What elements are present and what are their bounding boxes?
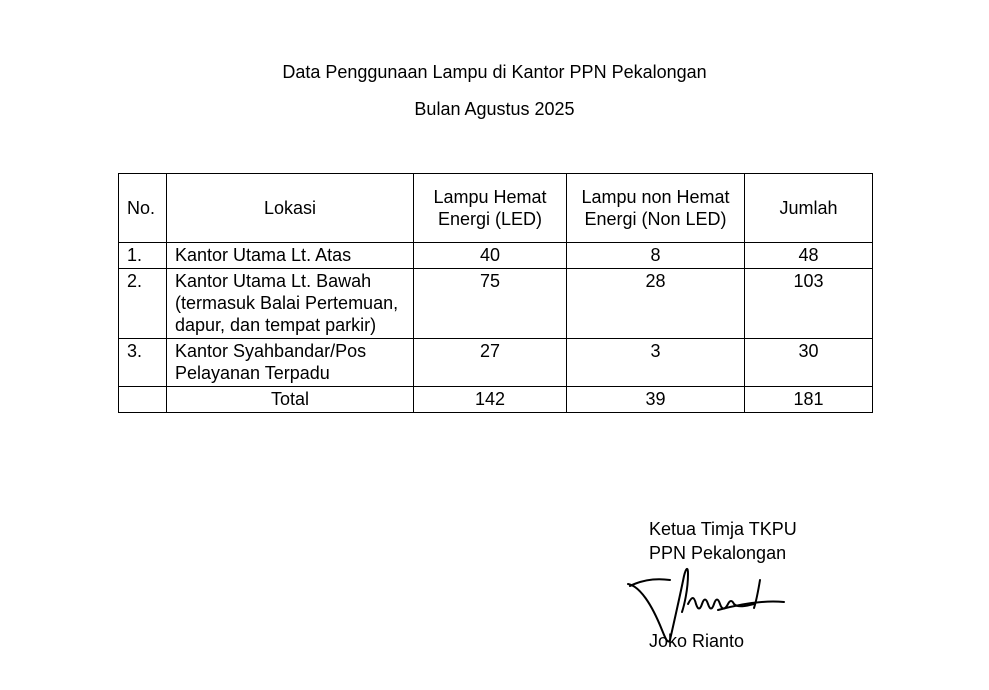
row-non-led: 28 xyxy=(567,269,745,339)
document-subtitle: Bulan Agustus 2025 xyxy=(414,99,575,119)
row-lokasi: Kantor Utama Lt. Atas xyxy=(167,243,414,269)
header-led: Lampu Hemat Energi (LED) xyxy=(414,174,567,243)
header-non-led: Lampu non Hemat Energi (Non LED) xyxy=(567,174,745,243)
table-row xyxy=(119,269,873,339)
header-jumlah: Jumlah xyxy=(745,174,873,243)
signer-position: Ketua Timja TKPU xyxy=(649,519,797,539)
row-no: 3. xyxy=(119,339,167,387)
row-lokasi: Kantor Syahbandar/Pos Pelayanan Terpadu xyxy=(167,339,414,387)
table-header-row xyxy=(119,174,873,243)
table-row xyxy=(119,243,873,269)
document-title: Data Penggunaan Lampu di Kantor PPN Pekalongan xyxy=(282,62,707,82)
row-jumlah: 103 xyxy=(745,269,873,339)
row-led: 27 xyxy=(414,339,567,387)
row-led: 40 xyxy=(414,243,567,269)
row-jumlah: 48 xyxy=(745,243,873,269)
signer-name: Joko Rianto xyxy=(649,631,745,651)
table-total-row xyxy=(119,387,873,413)
signature-block xyxy=(649,517,797,651)
row-non-led: 3 xyxy=(567,339,745,387)
total-label: Total xyxy=(167,387,414,413)
table-row xyxy=(119,339,873,387)
row-led: 75 xyxy=(414,269,567,339)
row-no: 2. xyxy=(119,269,167,339)
total-non-led: 39 xyxy=(567,387,745,413)
row-lokasi: Kantor Utama Lt. Bawah (termasuk Balai Pertemuan, dapur, dan tempat parkir) xyxy=(167,269,414,339)
row-non-led: 8 xyxy=(567,243,745,269)
row-no: 1. xyxy=(119,243,167,269)
header-lokasi: Lokasi xyxy=(167,174,414,243)
header-no: No. xyxy=(119,174,167,243)
row-jumlah: 30 xyxy=(745,339,873,387)
lamp-usage-table xyxy=(118,173,873,413)
total-led: 142 xyxy=(414,387,567,413)
total-jumlah: 181 xyxy=(745,387,873,413)
signer-office: PPN Pekalongan xyxy=(649,543,787,563)
total-no-cell xyxy=(119,387,167,413)
